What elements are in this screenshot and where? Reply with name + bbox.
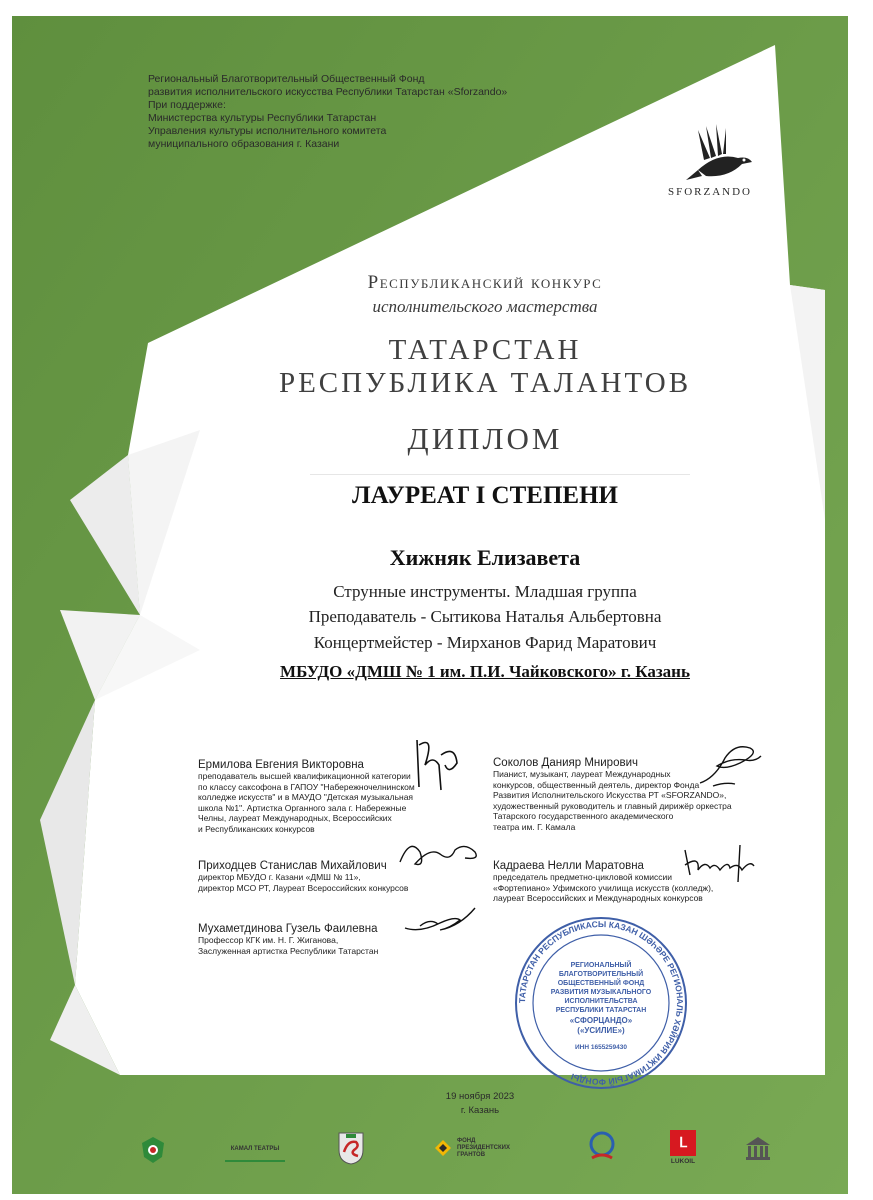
jury-desc: Пианист, музыкант, лауреат Международных [493,769,671,779]
jury-desc: Челны, лауреат Международных, Всероссийских [198,813,392,824]
stamp-line: БЛАГОТВОРИТЕЛЬНЫЙ [558,971,644,978]
jury-name: Мухаметдинова Гузель Фаилевна [198,923,378,935]
winner-teacher: Преподаватель - Сытикова Наталья Альбертовна [308,607,662,626]
footer-city: г. Казань [460,1105,500,1116]
lukoil-mark-icon: Ⅼ [670,1130,696,1156]
kazan-coat-of-arms-icon [336,1130,366,1166]
signature-prikhodtsev [395,832,485,872]
presidential-grants-logo [433,1133,528,1163]
winner-category: Струнные инструменты. Младшая группа [333,582,637,601]
stamp-line: ИСПОЛНИТЕЛЬСТВА [564,998,638,1005]
jury-desc: по классу саксофона в ГАПОУ "Набережночелнинском [198,781,415,792]
organizer-line: муниципального образования г. Казани [148,138,340,150]
jury-desc: конкурсов, общественный деятель, директор Фонда [493,779,700,790]
stamp-outer-text: ТАТАРСТАН РЕСПУБЛИКАСЫ КАЗАН ШӘҺӘРЕ РЕГИОНАЛЬ ХӘЙРИЯ ИҖТИМАГЫЙ ФОНДЫ [516,918,686,1088]
jury-desc: и Республиканских конкурсов [198,823,315,834]
jury-desc: художественный руководитель и главный дирижёр оркестра [493,800,732,811]
jury-desc: «Фортепиано» Уфимского училища искусств (колледж), [493,882,714,893]
jury-name: Соколов Данияр Мнирович [493,757,638,769]
building-emblem-icon [743,1133,773,1163]
lukoil-logo [666,1128,700,1166]
jury-name: Приходцев Станислав Михайлович [198,860,387,872]
jury-desc: Татарского государственного академического [493,811,674,822]
jury-desc: преподаватель высшей квалификационной категории [198,771,411,781]
organizer-line: Региональный Благотворительный Общественный Фонд [148,73,425,85]
contest-type: Республиканский конкурс [367,272,603,293]
jury-desc: Профессор КГК им. Н. Г. Жиганова, [198,935,339,945]
jury-name: Ермилова Евгения Викторовна [198,759,364,771]
signature-ermilova [405,735,465,795]
footer-date: 19 ноября 2023 [445,1091,515,1102]
divider [310,474,690,475]
winner-school: МБУДО «ДМШ № 1 им. П.И. Чайковского» г. Казань [280,662,690,681]
contest-title-line2: РЕСПУБЛИКА ТАЛАНТОВ [278,367,692,399]
jury-member [198,759,415,835]
sponsor-label: КАМАЛ ТЕАТРЫ [230,1146,280,1152]
grants-icon [433,1138,453,1158]
jury-desc: школа №1". Артистка Органного зала г. Набережные [198,802,407,813]
jury-desc: Развития Исполнительского Искусства РТ «SFORZANDO», [493,790,727,801]
jury-desc: театра им. Г. Камала [493,821,576,832]
kamal-theatre-logo [225,1138,285,1162]
jury-desc: председатель предметно-цикловой комиссии [493,872,672,882]
jury-desc: Заслуженная артистка Республики Татарстан [198,945,379,956]
organizer-line: При поддержке: [148,99,226,111]
laureate-degree: ЛАУРЕАТ I СТЕПЕНИ [352,482,618,509]
jury-name: Кадраева Нелли Маратовна [493,860,644,872]
winner-name: Хижняк Елизавета [389,545,581,570]
ruslan-logo [586,1130,618,1164]
jury-desc: лауреат Всероссийских и Международных конкурсов [493,893,703,904]
jury-desc: директор МСО РТ, Лауреат Всероссийских конкурсов [198,882,409,893]
jury-desc: директор МБУДО г. Казани «ДМШ № 11», [198,872,361,882]
stamp-line: РЕГИОНАЛЬНЫЙ [570,962,632,969]
sponsor-label: ФОНД ПРЕЗИДЕНТСКИХ ГРАНТОВ [457,1137,510,1158]
stamp-line: ОБЩЕСТВЕННЫЙ ФОНД [557,980,645,987]
organizer-line: развития исполнительского искусства Республики Татарстан «Sforzando» [148,86,508,98]
jury-desc: колледже искусств" и в МАУДО "Детская музыкальная [198,792,414,803]
signature-kadraeva [680,840,760,885]
stamp-line: РАЗВИТИЯ МУЗЫКАЛЬНОГО [550,989,652,996]
organizer-line: Управления культуры исполнительного комитета [148,125,387,137]
diploma-title: ДИПЛОМ [407,421,563,456]
signature-mukhametdinova [400,898,480,943]
organizer-block [148,73,507,151]
organizer-line: Министерства культуры Республики Татарстан [148,112,377,124]
sponsor-label: LUKOIL [670,1157,696,1165]
stamp-line: («УСИЛИЕ») [577,1026,625,1035]
contest-subtitle: исполнительского мастерства [372,297,598,316]
tatarstan-emblem-icon [140,1135,166,1165]
winner-accompanist: Концертмейстер - Мирханов Фарид Маратович [313,633,657,652]
contest-title-line1: ТАТАРСТАН [388,334,582,366]
logo-text: SFORZANDO [667,186,752,198]
stamp-line: РЕСПУБЛИКИ ТАТАРСТАН [555,1007,647,1014]
signature-sokolov [695,738,765,788]
jury-member [198,860,408,893]
official-stamp [513,915,689,1091]
stamp-inn: ИНН 1655259430 [574,1044,628,1051]
stamp-line: «СФОРЦАНДО» [569,1016,633,1025]
jury-member [198,923,378,956]
